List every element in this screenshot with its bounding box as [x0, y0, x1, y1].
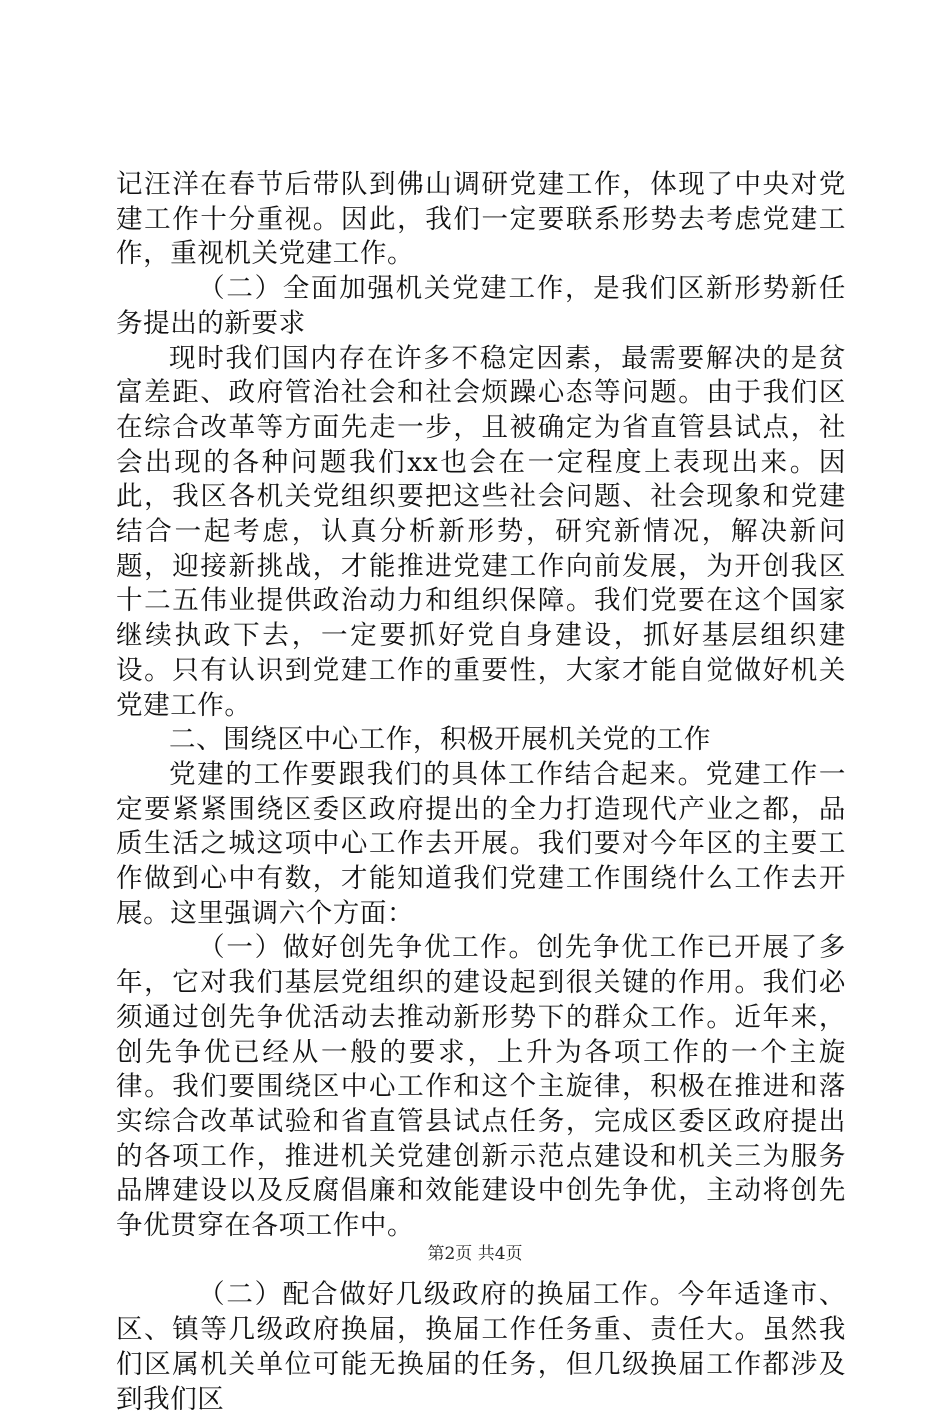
item-two-election: （二）配合做好几级政府的换届工作。今年适逢市、区、镇等几级政府换届，换届工作任务重、责任大。虽然我们区属机关单位可能无换届的任务，但几级换届工作都涉及到我们区 [116, 1279, 846, 1415]
paragraph-combine-work: 党建的工作要跟我们的具体工作结合起来。党建工作一定要紧紧围绕区委区政府提出的全力打造现代产业之都，品质生活之城这项中心工作去开展。我们要对今年区的主要工作做到心中有数，才能知道我们党建工作围绕什么工作去开展。这里强调六个方面： [116, 758, 846, 929]
paragraph-current-situation: 现时我们国内存在许多不稳定因素，最需要解决的是贫富差距、政府管治社会和社会烦躁心态等问题。由于我们区在综合改革等方面先走一步，且被确定为省直管县试点，社会出现的各种问题我们xx也会在一定程度上表现出来。因此，我区各机关党组织要把这些社会问题、社会现象和党建结合一起考虑，认真分析新形势，研究新情况，解决新问题，迎接新挑战，才能推进党建工作向前发展，为开创我区十二五伟业提供政治动力和组织保障。我们党要在这个国家继续执政下去，一定要抓好党自身建设，抓好基层组织建设。只有认识到党建工作的重要性，大家才能自觉做好机关党建工作。 [116, 342, 846, 721]
item-one-excellence: （一）做好创先争优工作。创先争优工作已开展了多年，它对我们基层党组织的建设起到很关键的作用。我们必须通过创先争优活动去推动新形势下的群众工作。近年来，创先争优已经从一般的要求，上升为各项工作的一个主旋律。我们要围绕区中心工作和这个主旋律，积极在推进和落实综合改革试验和省直管县试点任务，完成区委区政府提出的各项工作，推进机关党建创新示范点建设和机关三为服务品牌建设以及反腐倡廉和效能建设中创先争优，主动将创先争优贯穿在各项工作中。 [116, 932, 846, 1242]
subheading-strengthen-party-building: （二）全面加强机关党建工作，是我们区新形势新任务提出的新要求 [116, 273, 846, 339]
heading-section-two: 二、围绕区中心工作，积极开展机关党的工作 [169, 724, 711, 756]
page-footer [0, 1244, 950, 1264]
document-body [116, 168, 846, 1417]
paragraph-continuation: 记汪洋在春节后带队到佛山调研党建工作，体现了中央对党建工作十分重视。因此，我们一定要联系形势去考虑党建工作，重视机关党建工作。 [116, 169, 846, 270]
page-number-indicator: 第2页 共4页 [427, 1244, 523, 1264]
